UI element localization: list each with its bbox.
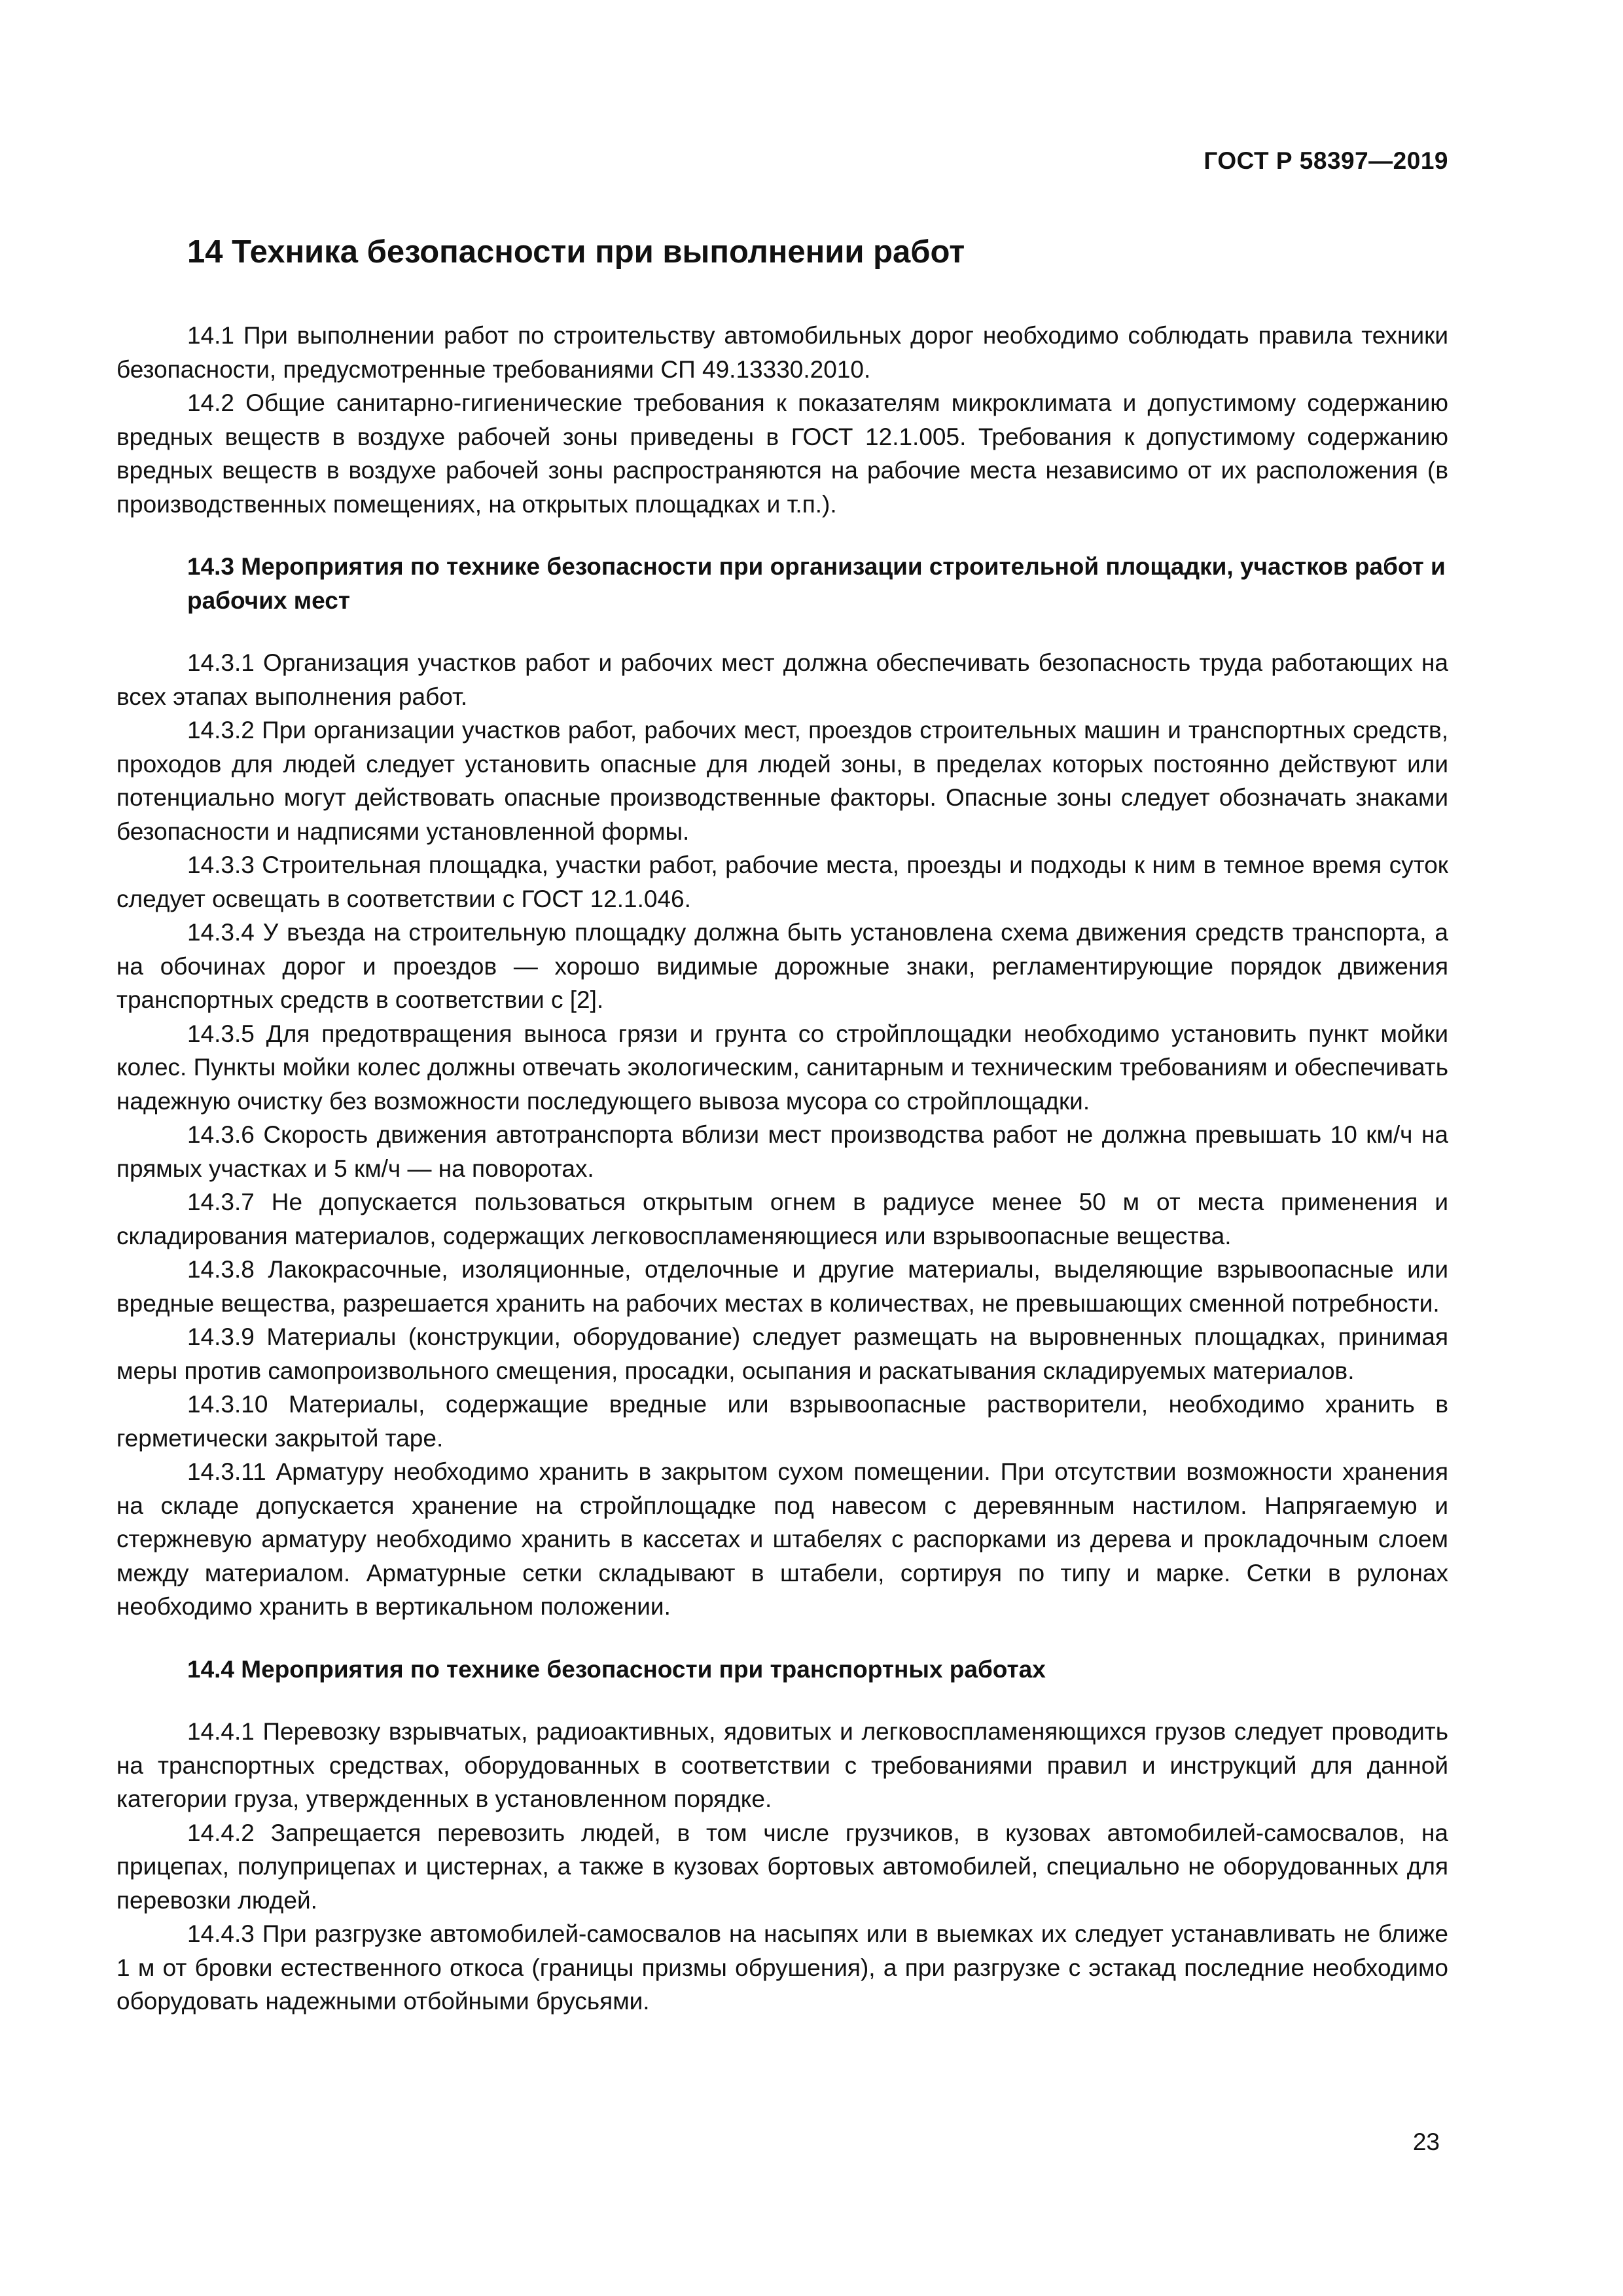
paragraph-14-2: 14.2 Общие санитарно-гигиенические требования к показателям микроклимата и допустимому содержанию вредных веществ в воздухе рабочей зоны приведены в ГОСТ 12.1.005. Требования к допустимому содержанию вредных веществ в воздухе рабочей зоны распространяются на рабочие места независимо от их расположения (в производственных помещениях, на открытых площадках и т.п.). xyxy=(116,389,1448,518)
paragraph-14-4-1: 14.4.1 Перевозку взрывчатых, радиоактивных, ядовитых и легковоспламеняющихся грузов следует проводить на транспортных средствах, оборудованных в соответствии с требованиями правил и инструкций для данной категории груза, утвержденных в установленном порядке. xyxy=(116,1718,1448,1812)
paragraph-14-3-9: 14.3.9 Материалы (конструкции, оборудование) следует размещать на выровненных площадках, принимая меры против самопроизвольного смещения, просадки, осыпания и раскатывания складируемых материалов. xyxy=(116,1323,1448,1384)
paragraph-14-3-7: 14.3.7 Не допускается пользоваться открытым огнем в радиусе менее 50 м от места применения и складирования материалов, содержащих легковоспламеняющиеся или взрывоопасные вещества. xyxy=(116,1189,1448,1249)
paragraph-14-4-3: 14.4.3 При разгрузке автомобилей-самосвалов на насыпях или в выемках их следует устанавливать не ближе 1 м от бровки естественного откоса (границы призмы обрушения), а при разгрузке с эстакад последние необходимо оборудовать надежными отбойными брусьями. xyxy=(116,1920,1448,2015)
paragraph-14-3-4: 14.3.4 У въезда на строительную площадку должна быть установлена схема движения средств транспорта, а на обочинах дорог и проездов — хорошо видимые дорожные знаки, регламентирующие порядок движения транспортных средств в соответствии с [2]. xyxy=(116,919,1448,1013)
paragraph-14-3-1: 14.3.1 Организация участков работ и рабочих мест должна обеспечивать безопасность труда работающих на всех этапах выполнения работ. xyxy=(116,649,1448,710)
paragraph-14-3-2: 14.3.2 При организации участков работ, рабочих мест, проездов строительных машин и транспортных средств, проходов для людей следует установить опасные для людей зоны, в пределах которых постоянно действуют или потенциально могут действовать опасные производственные факторы. Опасные зоны следует обозначать знаками безопасности и надписями установленной формы. xyxy=(116,717,1448,845)
paragraph-14-3-5: 14.3.5 Для предотвращения выноса грязи и грунта со стройплощадки необходимо установить пункт мойки колес. Пункты мойки колес должны отвечать экологическим, санитарным и техническим требованиям и обеспечивать надежную очистку без возможности последующего вывоза мусора со стройплощадки. xyxy=(116,1020,1448,1115)
paragraph-14-4-2: 14.4.2 Запрещается перевозить людей, в том числе грузчиков, в кузовах автомобилей-самосвалов, на прицепах, полуприцепах и цистернах, а также в кузовах бортовых автомобилей, специально не оборудованных для перевозки людей. xyxy=(116,1819,1448,1914)
page-number: 23 xyxy=(1412,2128,1440,2155)
paragraph-14-1: 14.1 При выполнении работ по строительству автомобильных дорог необходимо соблюдать правила техники безопасности, предусмотренные требованиями СП 49.13330.2010. xyxy=(116,322,1448,383)
subsection-title-14-4: 14.4 Мероприятия по технике безопасности при транспортных работах xyxy=(187,1655,1046,1683)
section-title: 14 Техника безопасности при выполнении работ xyxy=(187,234,965,270)
paragraph-14-3-10: 14.3.10 Материалы, содержащие вредные или взрывоопасные растворители, необходимо хранить в герметически закрытой таре. xyxy=(116,1391,1448,1452)
paragraph-14-3-11: 14.3.11 Арматуру необходимо хранить в закрытом сухом помещении. При отсутствии возможности хранения на складе допускается хранение на стройплощадке под навесом с деревянным настилом. Напрягаемую и стержневую арматуру необходимо хранить в кассетах и штабелях с распорками из дерева и прокладочным слоем между материалом. Арматурные сетки складывают в штабели, сортируя по типу и марке. Сетки в рулонах необходимо хранить в вертикальном положении. xyxy=(116,1458,1448,1620)
paragraph-14-3-8: 14.3.8 Лакокрасочные, изоляционные, отделочные и другие материалы, выделяющие взрывоопасные или вредные вещества, разрешается хранить на рабочих местах в количествах, не превышающих сменной потребности. xyxy=(116,1256,1448,1317)
subsection-title-14-3: 14.3 Мероприятия по технике безопасности при организации строительной площадки, участков работ и рабочих мест xyxy=(187,553,1446,614)
paragraph-14-3-3: 14.3.3 Строительная площадка, участки работ, рабочие места, проезды и подходы к ним в темное время суток следует освещать в соответствии с ГОСТ 12.1.046. xyxy=(116,852,1448,912)
document-id-header: ГОСТ Р 58397—2019 xyxy=(1204,147,1448,174)
paragraph-14-3-6: 14.3.6 Скорость движения автотранспорта вблизи мест производства работ не должна превышать 10 км/ч на прямых участках и 5 км/ч — на поворотах. xyxy=(116,1121,1448,1182)
page-content xyxy=(116,213,1448,2018)
